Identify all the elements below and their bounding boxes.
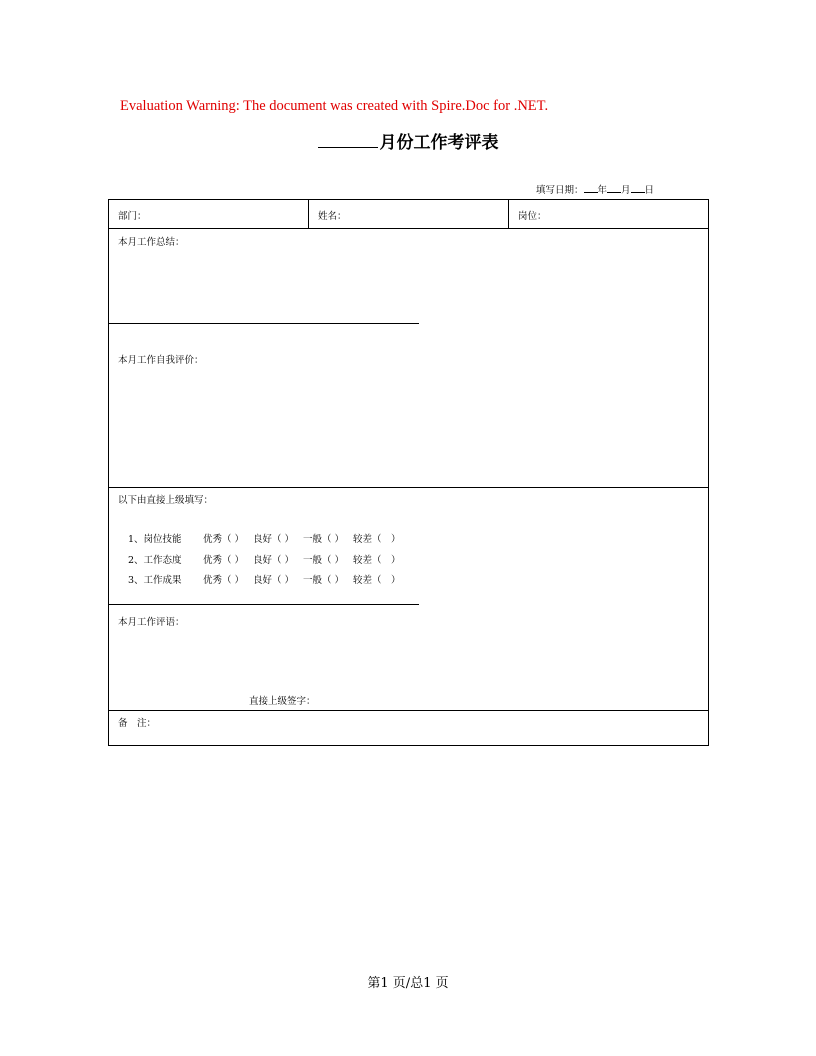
remarks-label: 备 注： bbox=[118, 718, 157, 729]
evaluation-warning: Evaluation Warning: The document was created with Spire.Doc for .NET. bbox=[120, 98, 549, 114]
day-label: 日 bbox=[644, 185, 655, 196]
option-excellent[interactable]: 优秀（ ） bbox=[203, 555, 245, 566]
option-excellent[interactable]: 优秀（ ） bbox=[203, 534, 245, 545]
option-good[interactable]: 良好（ ） bbox=[253, 555, 295, 566]
name-field[interactable]: 姓名： bbox=[318, 211, 347, 222]
year-blank bbox=[584, 183, 598, 193]
eval-item: 1、岗位技能 bbox=[128, 534, 182, 545]
department-field[interactable]: 部门： bbox=[118, 211, 147, 222]
option-good[interactable]: 良好（ ） bbox=[253, 575, 295, 586]
option-excellent[interactable]: 优秀（ ） bbox=[203, 575, 245, 586]
position-field[interactable]: 岗位： bbox=[518, 211, 547, 222]
cell-divider bbox=[308, 199, 309, 229]
supervisor-label: 以下由直接上级填写： bbox=[118, 495, 214, 506]
option-average[interactable]: 一般（ ） bbox=[303, 575, 345, 586]
option-poor[interactable]: 较差（ ） bbox=[353, 575, 401, 586]
option-good[interactable]: 良好（ ） bbox=[253, 534, 295, 545]
supervisor-section bbox=[108, 487, 709, 711]
option-average[interactable]: 一般（ ） bbox=[303, 534, 345, 545]
eval-item: 2、工作态度 bbox=[128, 555, 182, 566]
self-eval-label: 本月工作自我评价： bbox=[118, 355, 204, 366]
option-poor[interactable]: 较差（ ） bbox=[353, 555, 401, 566]
evaluation-row bbox=[0, 572, 816, 586]
eval-item: 3、工作成果 bbox=[128, 575, 182, 586]
comment-label: 本月工作评语： bbox=[118, 617, 185, 628]
title-text: 月份工作考评表 bbox=[379, 133, 499, 153]
month-blank bbox=[607, 183, 621, 193]
header-row bbox=[108, 199, 709, 229]
evaluation-divider bbox=[108, 604, 419, 605]
summary-label: 本月工作总结： bbox=[118, 237, 185, 248]
option-poor[interactable]: 较差（ ） bbox=[353, 534, 401, 545]
document-title bbox=[0, 128, 816, 153]
day-blank bbox=[631, 183, 645, 193]
page-footer: 第1 页/总1 页 bbox=[367, 976, 449, 991]
date-label: 填写日期： bbox=[536, 185, 584, 196]
summary-divider bbox=[108, 323, 419, 324]
year-label: 年 bbox=[597, 185, 608, 196]
evaluation-row bbox=[0, 531, 816, 545]
month-label: 月 bbox=[621, 185, 631, 196]
fill-date bbox=[536, 182, 654, 196]
remarks-section bbox=[108, 710, 709, 746]
option-average[interactable]: 一般（ ） bbox=[303, 555, 345, 566]
evaluation-row bbox=[0, 552, 816, 566]
signature-label: 直接上级签字： bbox=[249, 696, 316, 707]
title-month-blank bbox=[318, 133, 378, 148]
cell-divider bbox=[508, 199, 509, 229]
